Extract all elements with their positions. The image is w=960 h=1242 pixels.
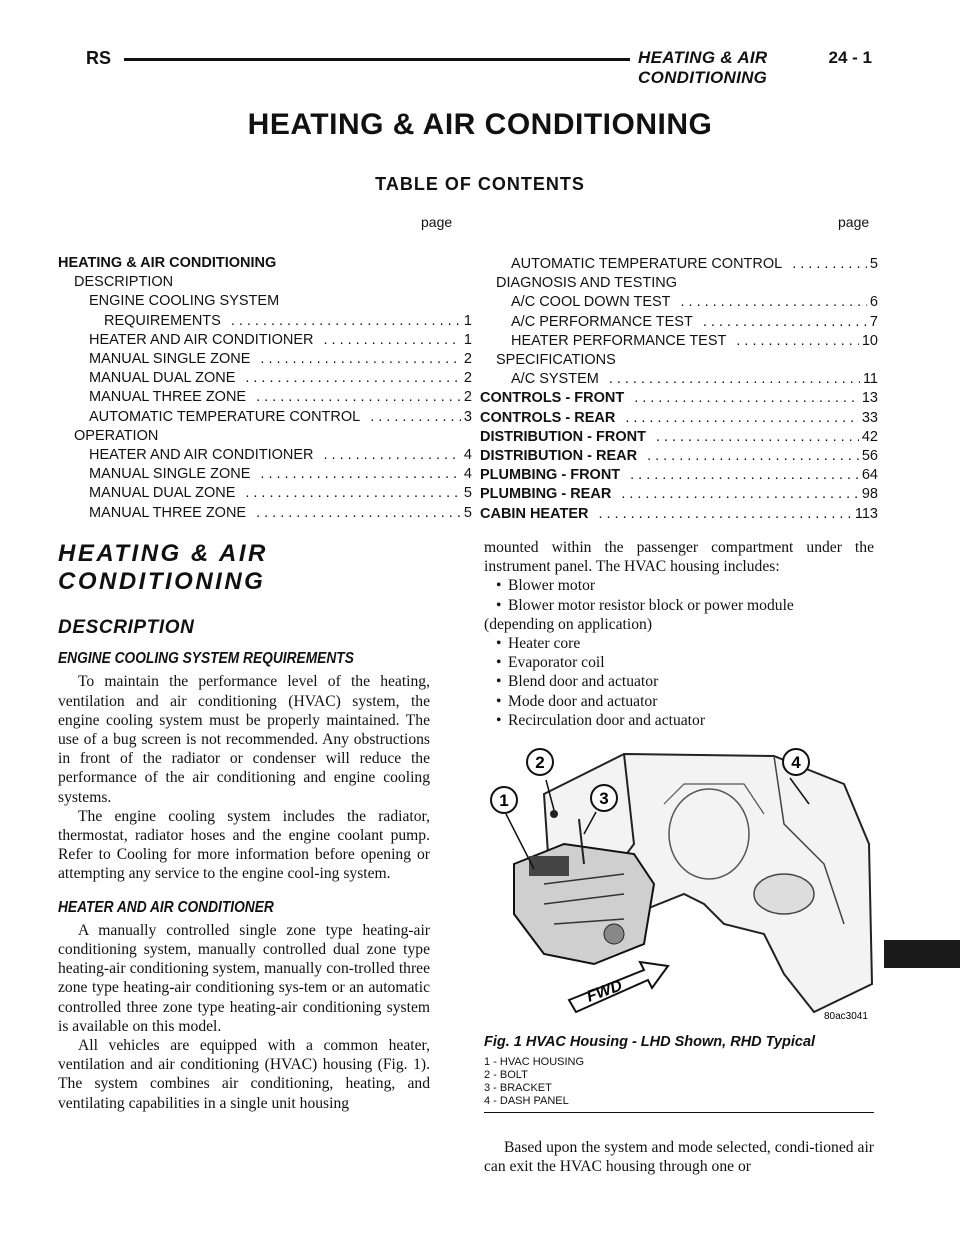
toc-entry-label: CONTROLS - REAR (480, 409, 616, 426)
toc-entry[interactable] (480, 505, 878, 524)
toc-title: TABLE OF CONTENTS (375, 174, 585, 194)
toc-entry[interactable] (58, 408, 472, 427)
toc-entry-page: 113 (854, 505, 878, 522)
toc-entry-label: CABIN HEATER (480, 505, 589, 522)
toc-entry[interactable] (58, 484, 472, 503)
toc-entry-page: 1 (463, 331, 472, 348)
toc-entry-page: 3 (463, 408, 472, 425)
description-heading: DESCRIPTION (58, 617, 195, 638)
toc-leader-dots (609, 370, 860, 389)
toc-entry[interactable] (58, 273, 472, 292)
toc-leader-dots (324, 446, 461, 465)
toc-entry[interactable] (480, 466, 878, 485)
bullet-item: • Recirculation door and actuator (484, 711, 874, 730)
section-title: HEATING & AIR CONDITIONING (638, 48, 768, 87)
toc-entry-label: DISTRIBUTION - FRONT (480, 428, 646, 445)
toc-entry-page: 10 (861, 332, 878, 349)
toc-entry-label: OPERATION (74, 427, 159, 444)
toc-entry-page: 5 (869, 256, 878, 272)
model-code: RS (86, 48, 112, 68)
toc-leader-dots (598, 505, 851, 524)
toc-right-column (480, 255, 878, 524)
toc-entry-label: DIAGNOSIS AND TESTING (496, 275, 678, 292)
toc-leader-dots (656, 428, 859, 447)
housing-detail (529, 856, 569, 876)
toc-entry-label: MANUAL SINGLE ZONE (89, 351, 251, 368)
toc-entry-page: 1 (463, 312, 472, 329)
toc-leader-dots (703, 313, 867, 332)
toc-entry-label: MANUAL THREE ZONE (89, 504, 247, 521)
toc-entry-page: 11 (862, 371, 878, 388)
legend-item: 4 - DASH PANEL (484, 1095, 569, 1107)
legend-item: 3 - BRACKET (484, 1082, 552, 1094)
figure-caption (484, 1034, 874, 1113)
body-left-column (58, 540, 430, 1113)
svg-text:4: 4 (791, 753, 801, 772)
toc-entry-label: SPECIFICATIONS (496, 352, 616, 369)
bullet-item: • Blend door and actuator (484, 672, 874, 691)
paragraph: mounted within the passenger compartment under the instrument panel. The HVAC housing includes: (484, 539, 874, 576)
paragraph: Based upon the system and mode selected, condi-tioned air can exit the HVAC housing through one or (484, 1139, 874, 1176)
toc-entry-label: DESCRIPTION (74, 274, 174, 291)
fwd-arrow-icon (569, 962, 668, 1012)
svg-text:1: 1 (499, 791, 509, 810)
toc-entry-page: 2 (463, 389, 472, 406)
toc-entry-label: HEATER AND AIR CONDITIONER (89, 447, 314, 464)
toc-leader-dots (634, 389, 859, 408)
housing-motor (604, 924, 624, 944)
toc-entry[interactable] (58, 254, 472, 273)
section-heading-line2: CONDITIONING (58, 568, 266, 595)
toc-page-label-right: page (838, 214, 870, 230)
panel-opening (754, 874, 814, 914)
toc-entry[interactable] (480, 255, 878, 274)
paragraph: The engine cooling system includes the radiator, thermostat, radiator hoses and the engine coolant pump. Refer to Cooling for more information before opening or attempting any service to the engine cool-ing system. (58, 807, 430, 883)
toc-leader-dots (621, 485, 859, 504)
engine-cooling-heading: ENGINE COOLING SYSTEM REQUIREMENTS (58, 650, 354, 668)
toc-entry-label: MANUAL DUAL ZONE (89, 485, 236, 502)
svg-text:3: 3 (599, 789, 609, 808)
page-number: 24 - 1 (828, 48, 872, 67)
toc-entry[interactable] (480, 370, 878, 389)
toc-entry[interactable] (480, 332, 878, 351)
toc-entry-page: 7 (869, 313, 878, 330)
callout-1 (491, 787, 534, 869)
toc-entry[interactable] (58, 312, 472, 331)
toc-entry[interactable] (480, 428, 878, 447)
toc-entry[interactable] (480, 485, 878, 504)
figure-caption-title: Fig. 1 HVAC Housing - LHD Shown, RHD Typical (484, 1034, 816, 1050)
toc-entry-page: 2 (463, 351, 472, 368)
toc-entry-label: PLUMBING - FRONT (480, 467, 621, 484)
toc-entry-label: MANUAL THREE ZONE (89, 389, 247, 406)
section-heading-line1: HEATING & AIR (58, 540, 268, 567)
section-thumb-tab (884, 940, 960, 968)
toc-entry-page: 33 (861, 409, 878, 426)
body-right-column (484, 538, 874, 730)
toc-entry[interactable] (58, 350, 472, 369)
toc-entry-label: PLUMBING - REAR (480, 486, 612, 503)
toc-leader-dots (256, 388, 461, 407)
toc-entry-page: 5 (463, 504, 472, 521)
legend-item: 2 - BOLT (484, 1069, 528, 1081)
toc-page-label-left: page (421, 214, 453, 230)
toc-entry[interactable] (58, 369, 472, 388)
toc-entry[interactable] (58, 504, 472, 523)
caption-rule (484, 1112, 874, 1113)
toc-entry-label: AUTOMATIC TEMPERATURE CONTROL (89, 408, 361, 425)
toc-entry-page: 13 (861, 390, 878, 407)
toc-leader-dots (647, 447, 859, 466)
toc-left-column (58, 254, 472, 523)
toc-entry[interactable] (58, 427, 472, 446)
body-right-continued (484, 1138, 874, 1176)
toc-entry[interactable] (480, 447, 878, 466)
header-rule (124, 58, 630, 61)
toc-entry-page: 64 (861, 467, 878, 484)
toc-entry[interactable] (480, 351, 878, 370)
toc-entry-label: MANUAL SINGLE ZONE (89, 466, 251, 483)
bullet-item: • Blower motor (484, 576, 874, 595)
toc-entry[interactable] (58, 388, 472, 407)
toc-entry[interactable] (480, 409, 878, 428)
toc-entry[interactable] (58, 446, 472, 465)
toc-entry-label: MANUAL DUAL ZONE (89, 370, 236, 387)
paragraph: A manually controlled single zone type heating-air conditioning system, manually controlled dual zone type heating-air conditioning system, manually con-trolled three zone type heating-air conditioning sys-tem or an automatic controlled three zone type heating-air conditioning system is available on this model. (58, 921, 430, 1035)
svg-text:2: 2 (535, 753, 545, 772)
page-header (86, 44, 876, 87)
bullet-item: • Evaporator coil (484, 653, 874, 672)
toc-leader-dots (260, 465, 461, 484)
svg-text:FWD: FWD (584, 977, 625, 1006)
paragraph: All vehicles are equipped with a common heater, ventilation and air conditioning (HVAC) housing (Fig. 1). The system combines air conditioning, heating, and ventilating capabilities in a single unit housing (58, 1037, 430, 1112)
toc-entry[interactable] (58, 465, 472, 484)
toc-entry-label: ENGINE COOLING SYSTEM (89, 293, 280, 310)
toc-entry-label: A/C PERFORMANCE TEST (511, 313, 693, 330)
toc-entry-page: 56 (861, 448, 878, 465)
toc-entry[interactable] (480, 274, 878, 293)
toc-entry-page: 4 (463, 466, 472, 483)
section-heading (58, 540, 430, 596)
toc-entry-page: 4 (463, 447, 472, 464)
toc-entry-page: 6 (869, 294, 878, 311)
toc-leader-dots (324, 331, 461, 350)
toc-entry-page: 98 (861, 486, 878, 503)
paragraph: To maintain the performance level of the heating, ventilation and air conditioning (HVAC) system, the engine cooling system must be properly maintained. The use of a bug screen is not recommended. Any obstructions in front of the radiator or condenser will reduce the performance of the air conditioning and engine cooling systems. (58, 673, 430, 806)
bullet-item: • Blower motor resistor block or power module (484, 596, 874, 615)
toc-leader-dots (681, 293, 867, 312)
toc-entry-label: CONTROLS - FRONT (480, 390, 625, 407)
toc-entry[interactable] (480, 313, 878, 332)
toc-leader-dots (736, 332, 858, 351)
toc-entry-page: 42 (861, 428, 878, 445)
toc-leader-dots (792, 255, 867, 274)
toc-leader-dots (370, 408, 461, 427)
toc-entry-label: DISTRIBUTION - REAR (480, 448, 638, 465)
toc-leader-dots (630, 466, 859, 485)
toc-entry[interactable] (58, 292, 472, 311)
toc-leader-dots (625, 409, 859, 428)
toc-entry-label: A/C COOL DOWN TEST (511, 294, 671, 311)
toc-entry-label: HEATER AND AIR CONDITIONER (89, 331, 314, 348)
toc-leader-dots (260, 350, 461, 369)
page-title: HEATING & AIR CONDITIONING (247, 108, 713, 141)
legend-item: 1 - HVAC HOUSING (484, 1056, 585, 1068)
heater-ac-heading: HEATER AND AIR CONDITIONER (58, 898, 274, 916)
toc-entry-page: 5 (463, 485, 472, 502)
toc-entry[interactable] (58, 331, 472, 350)
bullet-item: • Mode door and actuator (484, 692, 874, 711)
figure-code: 80ac3041 (824, 1011, 868, 1022)
toc-entry[interactable] (480, 293, 878, 312)
toc-entry-label: AUTOMATIC TEMPERATURE CONTROL (511, 256, 783, 272)
toc-leader-dots (231, 312, 461, 331)
toc-entry-page: 2 (463, 370, 472, 387)
toc-leader-dots (245, 484, 461, 503)
toc-entry[interactable] (480, 389, 878, 408)
bullet-item: • Heater core (484, 634, 874, 653)
bullet-continuation: (depending on application) (484, 615, 653, 633)
toc-leader-dots (245, 369, 461, 388)
toc-leader-dots (256, 504, 461, 523)
toc-entry-label: HEATING & AIR CONDITIONING (58, 255, 277, 271)
bolt-shape (550, 810, 558, 818)
hvac-housing-figure (484, 744, 874, 1026)
toc-entry-label: REQUIREMENTS (104, 312, 221, 329)
toc-entry-label: HEATER PERFORMANCE TEST (511, 332, 727, 349)
toc-entry-label: A/C SYSTEM (511, 371, 599, 388)
hvac-illustration (484, 744, 874, 1026)
